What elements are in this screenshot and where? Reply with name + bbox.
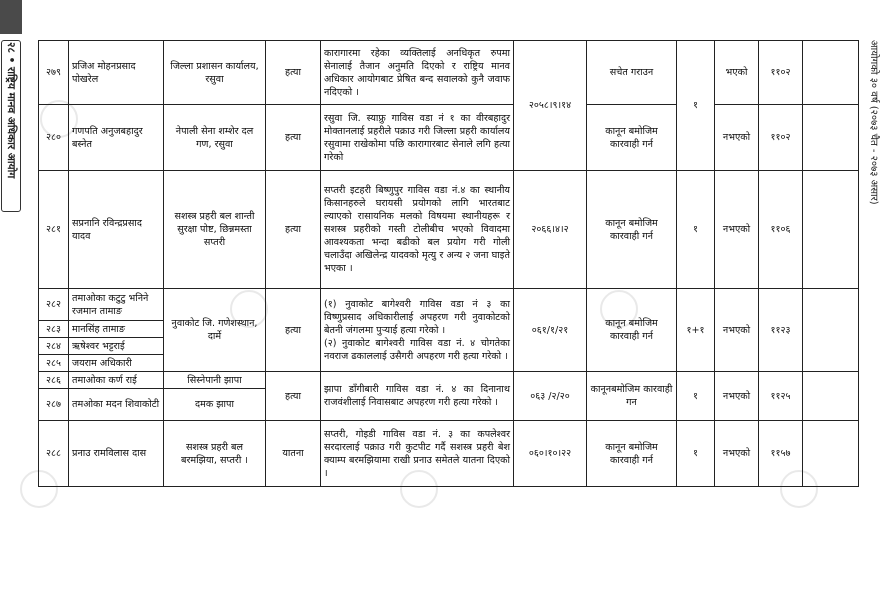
serial-number: २८७ xyxy=(39,389,69,421)
respondent-name: मानसिंह तामाङ xyxy=(69,321,164,338)
complaint-table xyxy=(38,40,859,487)
respondent-name: तमाओका कटुटु भनिने रजमान तामाङ xyxy=(69,289,164,321)
serial-number: २८८ xyxy=(39,421,69,487)
remarks xyxy=(803,171,859,289)
respondent-name: ऋषेश्वर भट्टराई xyxy=(69,338,164,355)
decision: कानून बमोजिम कारवाही गर्न xyxy=(587,421,677,487)
serial-number: २८२ xyxy=(39,289,69,321)
violation-type: हत्या xyxy=(266,105,321,171)
office: सिस्नेपानी झापा xyxy=(164,372,266,389)
table-row xyxy=(39,421,859,487)
left-margin-header: २८ • राष्ट्रिय मानव अधिकार आयोग xyxy=(5,42,17,179)
serial-number: २८५ xyxy=(39,355,69,372)
violation-type: हत्या xyxy=(266,289,321,372)
description-part: (२) नुवाकोट बागेश्वरी गाविस वडा नं. ४ चोगतेका नवराज ढकाललाई उसैगरी अपहरण गरी हत्या गरेको । xyxy=(324,337,510,362)
decision: कानून बमोजिम कारवाही गर्न xyxy=(587,289,677,372)
description: झापा डाँगीबारी गाविस वडा नं. ४ का दिनानाथ राजवंशीलाई निवासबाट अपहरण गरी हत्या गरेको । xyxy=(321,372,514,421)
remarks xyxy=(803,421,859,487)
respondent-name: प्रजिअ मोहनप्रसाद पोखरेल xyxy=(69,41,164,105)
office: सशस्त्र प्रहरी बल शान्ती सुरक्षा पोष्ट, छिन्नमस्ता सप्तरी xyxy=(164,171,266,289)
count: १ xyxy=(677,171,715,289)
decision-date: ०६०।१०।२२ xyxy=(514,421,587,487)
description xyxy=(321,289,514,372)
count: १ xyxy=(677,421,715,487)
violation-type: हत्या xyxy=(266,41,321,105)
page-tab xyxy=(0,0,22,34)
respondent-name: जयराम अधिकारी xyxy=(69,355,164,372)
description: रसुवा जि. स्याफ्रु गाविस वडा नं १ का वीरबहादुर मोक्तानलाई प्रहरीले पक्राउ गरी जिल्ला प्रहरी कार्यालय रसुवामा राखेकोमा पछि कारागारबाट सेनाले लगि हत्या गरेको xyxy=(321,105,514,171)
respondent-name: तमाओका कर्ण राई xyxy=(69,372,164,389)
description: सप्तरी इटहरी बिष्णुपुर गाविस वडा नं.४ का स्थानीय किसानहरुले घरायसी प्रयोगको लागि भारतबाट ल्याएको रासायनिक मलको विषयमा स्थानीयहरू र सशस्त्र प्रहरीको गस्ती टोलीबीच भएको विवादमा आवश्यकता भन्दा बढीको बल प्रयोग गरी गोली चलाउँदा अखिलेन्द्र यादवको मृत्यु र अन्य २ जना घाइते भएका । xyxy=(321,171,514,289)
office: नेपाली सेना शम्शेर दल गण, रसुवा xyxy=(164,105,266,171)
status: नभएको xyxy=(715,289,759,372)
reference: ११०६ xyxy=(759,171,803,289)
office: दमक झापा xyxy=(164,389,266,421)
decision-date: २०५८।९।१४ xyxy=(514,41,587,171)
table-row xyxy=(39,289,859,321)
count: १+१ xyxy=(677,289,715,372)
count: १ xyxy=(677,41,715,171)
decision: कानूनबमोजिम कारवाही गन xyxy=(587,372,677,421)
decision-date: ०६३ /२/२० xyxy=(514,372,587,421)
remarks xyxy=(803,372,859,421)
count: १ xyxy=(677,372,715,421)
status: भएको xyxy=(715,41,759,105)
decision-date: ०६१/१/२१ xyxy=(514,289,587,372)
publication-title: राष्ट्रिय मानव अधिकार आयोग xyxy=(5,66,17,179)
violation-type: हत्या xyxy=(266,171,321,289)
table-row xyxy=(39,171,859,289)
respondent-name: प्रनाउ रामविलास दास xyxy=(69,421,164,487)
status: नभएको xyxy=(715,171,759,289)
running-title: आयोगको ३० वर्ष (२०७३ चैत - २०७३ असार) xyxy=(868,40,879,205)
serial-number: २८० xyxy=(39,105,69,171)
remarks xyxy=(803,105,859,171)
serial-number: २८४ xyxy=(39,338,69,355)
reference: ११५७ xyxy=(759,421,803,487)
description-part: (१) नुवाकोट बागेश्वरी गाविस वडा नं ३ का विष्णुप्रसाद अधिकारीलाई अपहरण गरी नुवाकोटको बेतनी जंगलमा पुऱ्याई हत्या गरेको । xyxy=(324,298,510,336)
violation-type: हत्या xyxy=(266,372,321,421)
status: नभएको xyxy=(715,105,759,171)
serial-number: २७९ xyxy=(39,41,69,105)
decision: कानून बमोजिम कारवाही गर्न xyxy=(587,105,677,171)
status: नभएको xyxy=(715,421,759,487)
reference: ११२५ xyxy=(759,372,803,421)
respondent-name: गणपति अनुजबहादुर बस्नेत xyxy=(69,105,164,171)
violation-type: यातना xyxy=(266,421,321,487)
reference: ११०२ xyxy=(759,41,803,105)
reference: ११२३ xyxy=(759,289,803,372)
decision-date: २०६६।४।२ xyxy=(514,171,587,289)
office: जिल्ला प्रशासन कार्यालय, रसुवा xyxy=(164,41,266,105)
remarks xyxy=(803,41,859,105)
serial-number: २८६ xyxy=(39,372,69,389)
description: कारागारमा रहेका व्यक्तिलाई अनधिकृत रुपमा सेनालाई तैजान अनुमति दिएको र राष्ट्रिय मानव अधिकार आयोगबाट प्रेषित बन्द सवालको कुनै जवाफ नदिएको । xyxy=(321,41,514,105)
right-margin-header xyxy=(868,40,890,240)
office: सशस्त्र प्रहरी बल बरमझिया, सप्तरी । xyxy=(164,421,266,487)
table-row xyxy=(39,372,859,389)
table-row xyxy=(39,41,859,105)
respondent-name: तमओका मदन शिवाकोटी xyxy=(69,389,164,421)
decision: सचेत गराउन xyxy=(587,41,677,105)
status: नभएको xyxy=(715,372,759,421)
serial-number: २८१ xyxy=(39,171,69,289)
serial-number: २८३ xyxy=(39,321,69,338)
office: नुवाकोट जि. गणेशस्थान, दार्मे xyxy=(164,289,266,372)
table-row xyxy=(39,105,859,171)
remarks xyxy=(803,289,859,372)
description: सप्तरी, गोइडी गाविस वडा नं. ३ का कपलेश्वर सरदारलाई पक्राउ गरी कुटपीट गर्दै सशस्त्र प्रहरी बेश क्याम्प बरमझियामा राखी प्रनाउ समेतले यातना दिएको । xyxy=(321,421,514,487)
page-number: २८ xyxy=(5,42,17,53)
respondent-name: सप्रनानि रविन्द्रप्रसाद यादव xyxy=(69,171,164,289)
decision: कानून बमोजिम कारवाही गर्न xyxy=(587,171,677,289)
reference: ११०२ xyxy=(759,105,803,171)
